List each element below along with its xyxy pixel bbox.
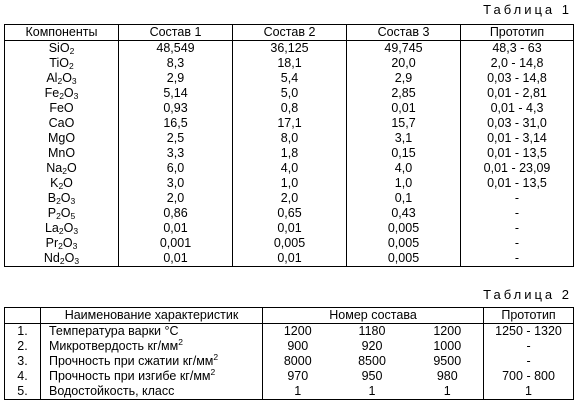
table-row bbox=[5, 369, 574, 384]
formula-element: Pr bbox=[45, 236, 59, 250]
formula-subscript: 2 bbox=[56, 196, 61, 206]
formula-subscript: 2 bbox=[58, 241, 63, 251]
value-cell: 4,0 bbox=[233, 161, 347, 176]
formula-element: O bbox=[63, 221, 74, 235]
table-row bbox=[5, 56, 574, 71]
value-cell: 950 bbox=[361, 369, 383, 383]
value-cell: 3,3 bbox=[119, 146, 233, 161]
value-cell: 0,8 bbox=[233, 101, 347, 116]
formula-element: B bbox=[47, 191, 57, 205]
formula-subscript: 3 bbox=[74, 256, 80, 266]
value-cell: 0,43 bbox=[347, 206, 461, 221]
characteristic-label: Микротвердость кг/мм bbox=[49, 339, 179, 353]
value-cell: 1200 bbox=[263, 324, 333, 340]
formula-element: Ti bbox=[49, 56, 60, 70]
value-cell: 0,01 bbox=[233, 251, 347, 267]
formula-element: Si bbox=[48, 41, 60, 55]
formula-element: O bbox=[62, 236, 73, 250]
value-cell: 1 bbox=[368, 384, 376, 398]
row-number: 4. bbox=[5, 369, 41, 384]
formula-element: P bbox=[47, 206, 57, 220]
table1-caption: Таблица 1 bbox=[483, 2, 572, 17]
prototype-cell: 700 - 800 bbox=[484, 369, 574, 384]
value-cell: 1200 bbox=[412, 324, 484, 340]
component-cell bbox=[5, 101, 119, 116]
value-cell: 49,745 bbox=[347, 41, 461, 57]
value-cell: 5,14 bbox=[119, 86, 233, 101]
value-cell: 2,85 bbox=[347, 86, 461, 101]
value-cell: 0,01 - 23,09 bbox=[461, 161, 574, 176]
formula-element: O bbox=[59, 41, 70, 55]
value-cell: 0,03 - 31,0 bbox=[461, 116, 574, 131]
formula-element: MnO bbox=[47, 146, 76, 160]
value-cell: 48,3 - 63 bbox=[461, 41, 574, 57]
formula-element: CaO bbox=[48, 116, 75, 130]
table-row bbox=[5, 236, 574, 251]
characteristic-name bbox=[41, 339, 263, 354]
formula-subscript: 2 bbox=[68, 61, 74, 71]
formula-subscript: 2 bbox=[56, 211, 61, 221]
formula-element: FeO bbox=[49, 101, 74, 115]
value-cell: 1 bbox=[412, 384, 484, 400]
value-cell: 8000 bbox=[263, 354, 333, 369]
column-header-prototype: Прототип bbox=[484, 308, 574, 324]
value-cell: 48,549 bbox=[119, 41, 233, 57]
value-cell: - bbox=[461, 221, 574, 236]
component-cell bbox=[5, 191, 119, 206]
value-cell: 2,0 bbox=[119, 191, 233, 206]
formula-element: MgO bbox=[47, 131, 76, 145]
formula-subscript: 3 bbox=[73, 91, 79, 101]
value-cell: 1 bbox=[263, 384, 333, 400]
characteristic-label: Температура варки °С bbox=[49, 324, 179, 338]
value-cell: - bbox=[461, 251, 574, 267]
prototype-cell: - bbox=[484, 354, 574, 369]
row-number: 3. bbox=[5, 354, 41, 369]
value-cell: 9500 bbox=[412, 354, 484, 369]
column-header: Состав 2 bbox=[233, 25, 347, 41]
table-row bbox=[5, 324, 574, 340]
formula-subscript: 5 bbox=[70, 211, 76, 221]
value-cell: 0,01 bbox=[347, 101, 461, 116]
formula-subscript: 2 bbox=[62, 166, 67, 176]
value-cell: 8500 bbox=[358, 354, 386, 368]
table-row bbox=[5, 71, 574, 86]
column-header-number bbox=[5, 308, 41, 324]
characteristic-label: Прочность при изгибе кг/мм bbox=[49, 369, 211, 383]
row-number: 1. bbox=[5, 324, 41, 340]
column-header-name: Наименование характеристик bbox=[41, 308, 263, 324]
value-cell: 980 bbox=[412, 369, 484, 384]
value-cell: 3,1 bbox=[347, 131, 461, 146]
value-cell: - bbox=[461, 206, 574, 221]
table-row bbox=[5, 206, 574, 221]
value-cell: 1,0 bbox=[347, 176, 461, 191]
value-cell: 5,4 bbox=[233, 71, 347, 86]
value-cell: 6,0 bbox=[119, 161, 233, 176]
value-cell: 2,9 bbox=[119, 71, 233, 86]
formula-subscript: 2 bbox=[58, 181, 64, 191]
value-cell: 920 bbox=[361, 339, 383, 353]
table-row bbox=[5, 191, 574, 206]
value-cell: 0,01 - 3,14 bbox=[461, 131, 574, 146]
prototype-cell: 1250 - 1320 bbox=[484, 324, 574, 340]
formula-element: O bbox=[63, 176, 73, 190]
value-cell: 0,01 - 13,5 bbox=[461, 176, 574, 191]
table-row bbox=[5, 354, 574, 369]
characteristic-name bbox=[41, 384, 263, 400]
component-cell bbox=[5, 206, 119, 221]
formula-element: O bbox=[64, 251, 75, 265]
value-cell: 0,65 bbox=[233, 206, 347, 221]
formula-element: Nd bbox=[43, 251, 60, 265]
component-cell bbox=[5, 41, 119, 57]
value-cell: 1000 bbox=[412, 339, 484, 354]
value-cell: 0,03 - 14,8 bbox=[461, 71, 574, 86]
value-cell: 1,0 bbox=[233, 176, 347, 191]
value-cell: 18,1 bbox=[233, 56, 347, 71]
formula-subscript: 2 bbox=[59, 256, 65, 266]
formula-element: O bbox=[62, 71, 72, 85]
characteristic-name bbox=[41, 324, 263, 340]
formula-element: O bbox=[60, 191, 71, 205]
value-cell: 16,5 bbox=[119, 116, 233, 131]
table-header-row bbox=[5, 25, 574, 41]
value-cell: 0,01 bbox=[119, 221, 233, 236]
formula-element: O bbox=[59, 56, 69, 70]
composition-table bbox=[4, 24, 574, 267]
formula-subscript: 3 bbox=[71, 76, 77, 86]
formula-element: O bbox=[60, 206, 71, 220]
value-cell: 2,9 bbox=[347, 71, 461, 86]
component-cell bbox=[5, 161, 119, 176]
formula-element: Al bbox=[46, 71, 58, 85]
formula-element: O bbox=[66, 161, 77, 175]
formula-element: Na bbox=[46, 161, 63, 175]
value-cell: 5,0 bbox=[233, 86, 347, 101]
component-cell bbox=[5, 221, 119, 236]
value-cell: 900 bbox=[263, 339, 333, 354]
value-cell: 0,005 bbox=[233, 236, 347, 251]
column-header: Состав 1 bbox=[119, 25, 233, 41]
formula-subscript: 3 bbox=[72, 241, 78, 251]
value-cell: 3,0 bbox=[119, 176, 233, 191]
table-row bbox=[5, 221, 574, 236]
table-row bbox=[5, 251, 574, 267]
value-cell: 0,93 bbox=[119, 101, 233, 116]
formula-subscript: 3 bbox=[70, 196, 76, 206]
characteristic-label: Водостойкость, класс bbox=[49, 384, 175, 398]
prototype-cell: 1 bbox=[484, 384, 574, 400]
formula-element: O bbox=[63, 86, 74, 100]
value-cell: 0,01 - 2,81 bbox=[461, 86, 574, 101]
value-cell: 8,0 bbox=[233, 131, 347, 146]
component-cell bbox=[5, 131, 119, 146]
formula-subscript: 2 bbox=[59, 91, 64, 101]
value-cell: 17,1 bbox=[233, 116, 347, 131]
formula-subscript: 2 bbox=[69, 46, 75, 56]
value-cell: - bbox=[461, 191, 574, 206]
value-cell: 0,01 - 4,3 bbox=[461, 101, 574, 116]
value-cell: 0,001 bbox=[119, 236, 233, 251]
table-row bbox=[5, 41, 574, 57]
characteristic-name bbox=[41, 354, 263, 369]
value-cell: 15,7 bbox=[347, 116, 461, 131]
table-header-row bbox=[5, 308, 574, 324]
column-header-group: Номер состава bbox=[263, 308, 484, 324]
formula-element: La bbox=[44, 221, 59, 235]
value-cell: 0,1 bbox=[347, 191, 461, 206]
table-row bbox=[5, 86, 574, 101]
component-cell bbox=[5, 251, 119, 267]
table-row bbox=[5, 161, 574, 176]
table-row bbox=[5, 146, 574, 161]
value-cell: 1180 bbox=[358, 324, 386, 338]
value-cell: 0,86 bbox=[119, 206, 233, 221]
table-row bbox=[5, 101, 574, 116]
table-row bbox=[5, 131, 574, 146]
value-cell: 0,15 bbox=[347, 146, 461, 161]
component-cell bbox=[5, 116, 119, 131]
value-cell: 970 bbox=[263, 369, 333, 384]
table-row bbox=[5, 116, 574, 131]
unit-superscript: 2 bbox=[210, 369, 216, 377]
properties-table bbox=[4, 307, 574, 400]
value-cell: 0,005 bbox=[347, 236, 461, 251]
value-cell: 2,5 bbox=[119, 131, 233, 146]
unit-superscript: 2 bbox=[178, 339, 183, 347]
value-cell: 0,01 - 13,5 bbox=[461, 146, 574, 161]
value-cell: 20,0 bbox=[347, 56, 461, 71]
column-header: Прототип bbox=[461, 25, 574, 41]
row-number: 5. bbox=[5, 384, 41, 400]
formula-element: K bbox=[50, 176, 59, 190]
value-cell: 2,0 - 14,8 bbox=[461, 56, 574, 71]
value-cell: 0,005 bbox=[347, 221, 461, 236]
unit-superscript: 2 bbox=[213, 354, 219, 362]
value-cell: 0,005 bbox=[347, 251, 461, 267]
value-cell: 8,3 bbox=[119, 56, 233, 71]
formula-element: Fe bbox=[44, 86, 60, 100]
row-number: 2. bbox=[5, 339, 41, 354]
formula-subscript: 3 bbox=[73, 226, 79, 236]
component-cell bbox=[5, 176, 119, 191]
column-header: Состав 3 bbox=[347, 25, 461, 41]
value-cell: 1,8 bbox=[233, 146, 347, 161]
value-cell: 36,125 bbox=[233, 41, 347, 57]
table-row bbox=[5, 176, 574, 191]
prototype-cell: - bbox=[484, 339, 574, 354]
column-header: Компоненты bbox=[5, 25, 119, 41]
table2-caption: Таблица 2 bbox=[483, 287, 572, 302]
component-cell bbox=[5, 71, 119, 86]
component-cell bbox=[5, 86, 119, 101]
component-cell bbox=[5, 56, 119, 71]
component-cell bbox=[5, 236, 119, 251]
value-cell: 4,0 bbox=[347, 161, 461, 176]
value-cell: - bbox=[461, 236, 574, 251]
characteristic-name bbox=[41, 369, 263, 384]
value-cell: 0,01 bbox=[233, 221, 347, 236]
formula-subscript: 2 bbox=[57, 76, 63, 86]
value-cell: 2,0 bbox=[233, 191, 347, 206]
table-row bbox=[5, 339, 574, 354]
table-row bbox=[5, 384, 574, 400]
formula-subscript: 2 bbox=[58, 226, 64, 236]
value-cell: 0,01 bbox=[119, 251, 233, 267]
characteristic-label: Прочность при сжатии кг/мм bbox=[49, 354, 214, 368]
component-cell bbox=[5, 146, 119, 161]
